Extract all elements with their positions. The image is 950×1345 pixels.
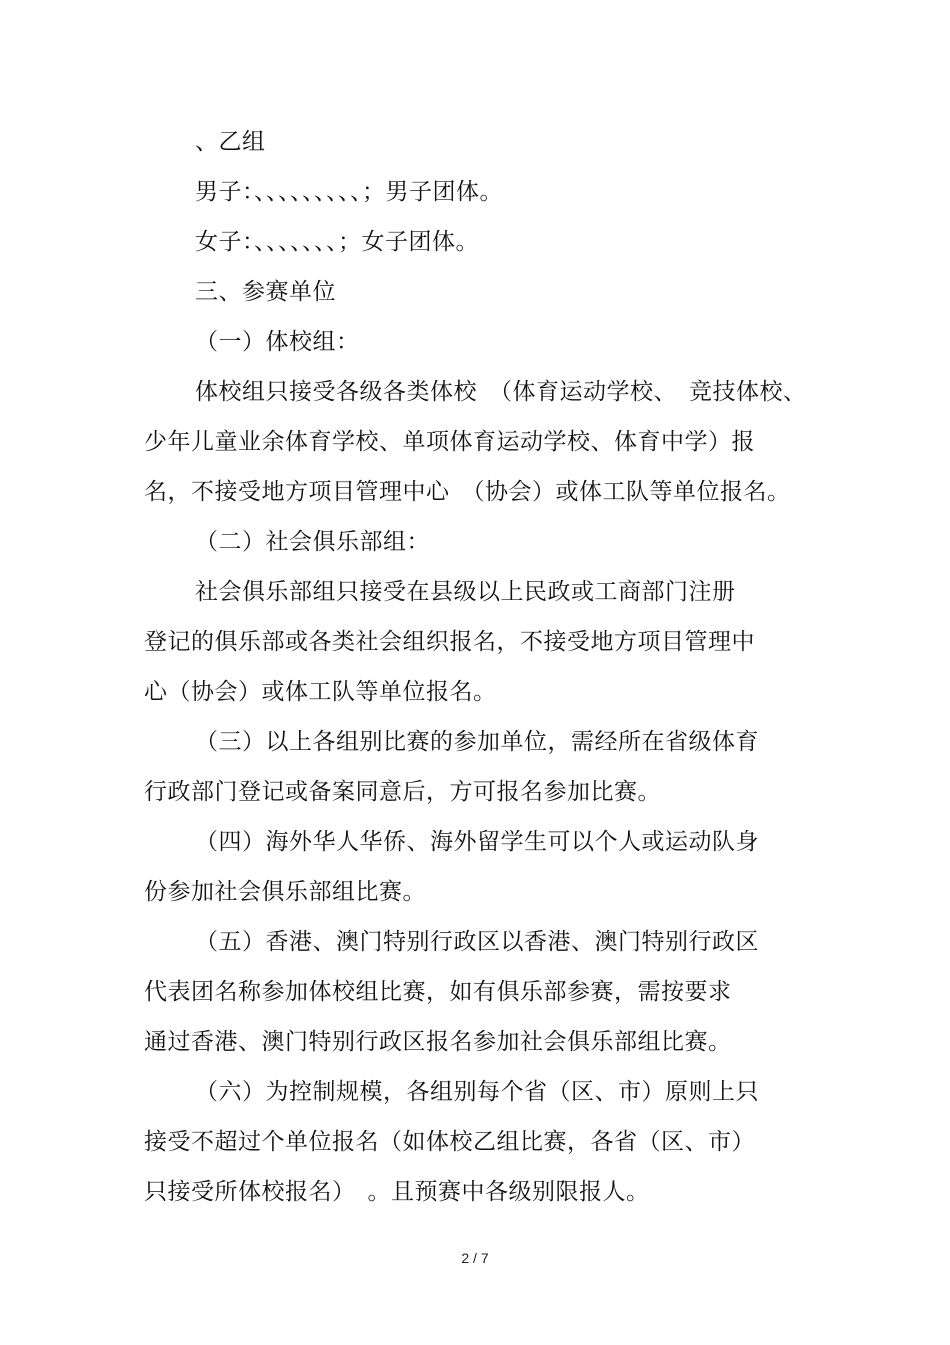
paragraph-line: 行政部门登记或备案同意后，方可报名参加比赛。 — [144, 779, 661, 805]
paragraph-line: 体校组只接受各级各类体校 （体育运动学校、 竞技体校、 — [195, 379, 807, 405]
men-events-line: 男子：、、、、、、、、、；男子团体。 — [195, 179, 503, 205]
paragraph-line: （三）以上各组别比赛的参加单位，需经所在省级体育 — [195, 729, 759, 755]
paragraph-line: （六）为控制规模，各组别每个省（区、市）原则上只 — [195, 1079, 759, 1105]
paragraph-line: （五）香港、澳门特别行政区以香港、澳门特别行政区 — [195, 929, 759, 955]
paragraph-line: 代表团名称参加体校组比赛，如有俱乐部参赛，需按要求 — [144, 979, 732, 1005]
paragraph-line: 通过香港、澳门特别行政区报名参加社会俱乐部组比赛。 — [144, 1029, 732, 1055]
paragraph-line: 接受不超过个单位报名（如体校乙组比赛，各省（区、市） — [144, 1129, 755, 1155]
paragraph-line: （四）海外华人华侨、海外留学生可以个人或运动队身 — [195, 829, 759, 855]
subheading-sports-school-group: （一）体校组： — [195, 329, 360, 355]
paragraph-line: 只接受所体校报名） 。且预赛中各级别限报人。 — [144, 1179, 650, 1205]
paragraph-line: 心（协会）或体工队等单位报名。 — [144, 679, 497, 705]
subheading-social-club-group: （二）社会俱乐部组： — [195, 529, 430, 555]
section-heading-participants: 三、参赛单位 — [195, 279, 336, 305]
paragraph-line: 名，不接受地方项目管理中心 （协会）或体工队等单位报名。 — [144, 479, 791, 505]
paragraph-line: 份参加社会俱乐部组比赛。 — [144, 879, 426, 905]
paragraph-line: 少年儿童业余体育学校、单项体育运动学校、体育中学）报 — [144, 429, 755, 455]
page-number: 2 / 7 — [461, 1250, 489, 1266]
section-heading-group-b: 、乙组 — [195, 129, 266, 155]
paragraph-line: 社会俱乐部组只接受在县级以上民政或工商部门注册 — [195, 579, 736, 605]
paragraph-line: 登记的俱乐部或各类社会组织报名，不接受地方项目管理中 — [144, 629, 755, 655]
women-events-line: 女子：、、、、、、、；女子团体。 — [195, 229, 479, 255]
